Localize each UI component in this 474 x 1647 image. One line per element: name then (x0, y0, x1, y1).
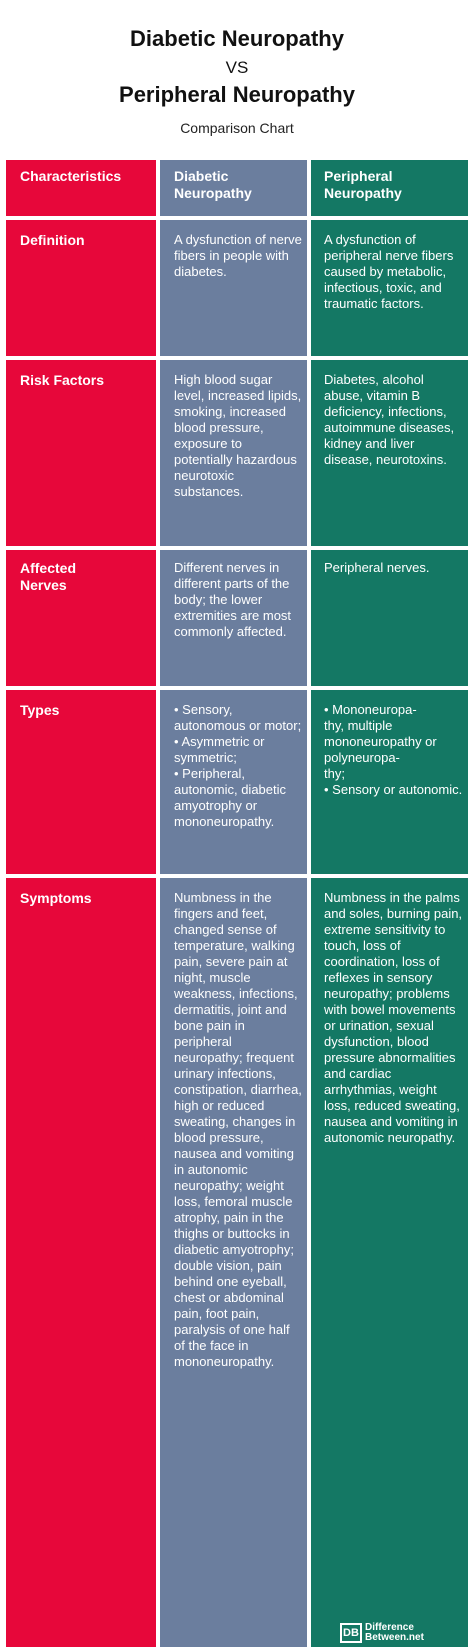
cell-diabetic-affected-nerves: Different nerves in different parts of the body; the lower extremities are most commonly affected. (174, 560, 292, 639)
row-divider (6, 216, 468, 220)
header-characteristics: Characteristics (20, 168, 122, 184)
header-diabetic-neuropathy: Diabetic Neuropathy (174, 168, 252, 201)
difference-between-logo (340, 1622, 424, 1644)
row-divider (6, 356, 468, 360)
cell-diabetic-symptoms: Numbness in the fingers and feet, changed sense of temperature, walking pain, severe pain at night, muscle weakness, infections, dermatitis, joint and bone pain in peripheral neuropathy; frequent urinary infections, constipation, diarrhea, high or reduced sweating, changes in blood pressure, nausea and vomiting in autonomic neuropathy; weight loss, femoral muscle atrophy, pain in the thighs or buttocks in diabetic amyotrophy; double vision, pain behind one eyeball, chest or abdominal pain, foot pain, paralysis of one half of the face in mononeuropathy. (174, 890, 302, 1369)
cell-peripheral-risk-factors: Diabetes, alcohol abuse, vitamin B deficiency, infections, autoimmune diseases, kidney and liver disease, neurotoxins. (324, 372, 455, 467)
logo-line1: Difference (365, 1622, 414, 1633)
comparison-table (6, 160, 468, 1647)
subtitle: Comparison Chart (180, 120, 294, 136)
cell-peripheral-affected-nerves: Peripheral nerves. (324, 560, 430, 575)
row-divider (6, 686, 468, 690)
row-label-risk-factors: Risk Factors (20, 372, 105, 388)
row-label-types: Types (20, 702, 60, 718)
chart-header (0, 0, 474, 160)
cell-diabetic-risk-factors: High blood sugar level, increased lipids, smoking, increased blood pressure, exposure to potentially hazardous neurotoxic substances. (174, 372, 302, 499)
title-diabetic-neuropathy: Diabetic Neuropathy (130, 26, 344, 51)
db-logo-icon: DB (340, 1623, 362, 1643)
row-label-affected-nerves: Affected Nerves (20, 560, 77, 593)
title-vs: VS (225, 58, 249, 77)
cell-peripheral-symptoms: Numbness in the palms and soles, burning pain, extreme sensitivity to touch, loss of coordination, loss of reflexes in sensory neuropathy; problems with bowel movements or urination, sexual dysfunction, blood pressure abnormalities and cardiac arrhythmias, weight loss, reduced sweating, nausea and vomiting in autonomic neuropathy. (324, 890, 463, 1145)
cell-diabetic-types: • Sensory, autonomous or motor; • Asymmetric or symmetric; • Peripheral, autonomic, diabetic amyotrophy or mononeuropathy. (174, 702, 302, 829)
cell-peripheral-definition: A dysfunction of peripheral nerve fibers caused by metabolic, infectious, toxic, and traumatic factors. (324, 232, 454, 311)
row-divider (6, 546, 468, 550)
logo-line2: Between.net (365, 1632, 424, 1643)
logo-text (365, 1623, 424, 1643)
cell-peripheral-types: • Mononeuropa- thy, multiple mononeuropathy or polyneuropa- thy; • Sensory or autonomic. (324, 702, 463, 797)
row-divider (6, 874, 468, 878)
row-label-symptoms: Symptoms (20, 890, 92, 906)
row-label-definition: Definition (20, 232, 85, 248)
header-peripheral-neuropathy: Peripheral Neuropathy (324, 168, 402, 201)
cell-diabetic-definition: A dysfunction of nerve fibers in people with diabetes. (174, 232, 302, 279)
title-peripheral-neuropathy: Peripheral Neuropathy (119, 82, 355, 107)
